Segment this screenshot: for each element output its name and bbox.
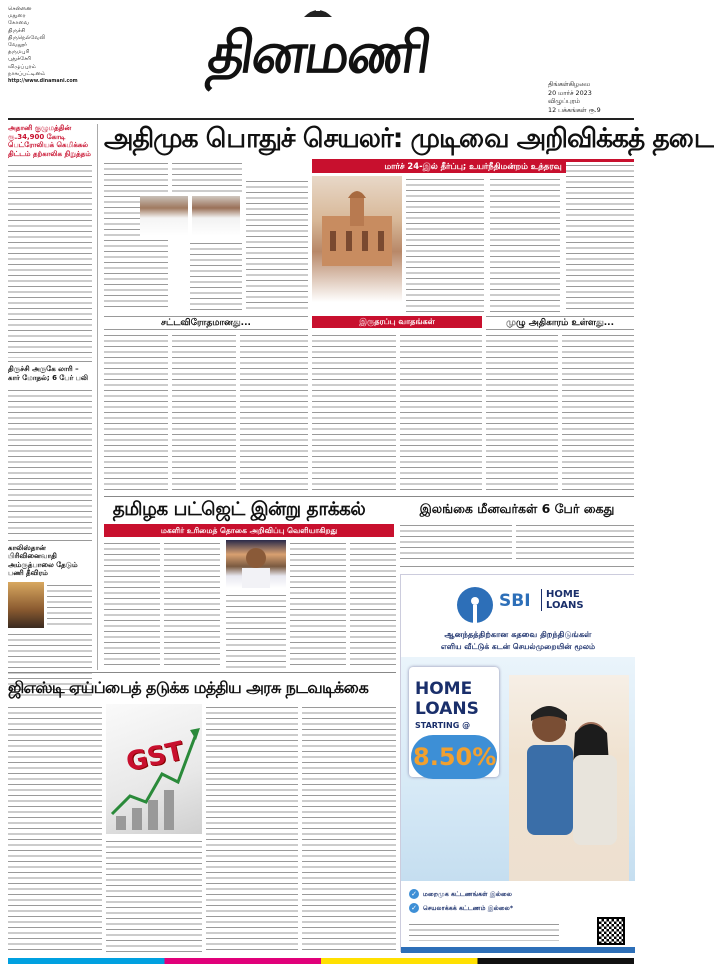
lead-col2b-body	[190, 240, 242, 312]
qr-code-icon[interactable]	[597, 917, 625, 945]
date: 20 மார்ச் 2023	[548, 88, 592, 97]
ad-loans-label: LOANS	[415, 699, 479, 719]
lead-lower-col6	[486, 332, 558, 492]
footer-register-marks	[8, 958, 634, 964]
edition-7: புதுச்சேரி	[8, 56, 32, 63]
lead-section3-head: முழு அதிகாரம் உள்ளது...	[486, 316, 634, 330]
divider	[8, 540, 92, 541]
story1-body	[8, 162, 92, 358]
lead-col2-body	[172, 160, 242, 196]
edition-1: மதுரை	[8, 13, 26, 20]
masthead-rule	[8, 118, 634, 120]
edition-6: தருமபுரி	[8, 49, 30, 56]
minister-silhouette-icon	[226, 540, 286, 588]
pages-price: 12 பக்கங்கள் ரூ.9	[548, 105, 601, 114]
lead-headline: அதிமுக பொதுச் செயலர்: முடிவை அறிவிக்கத் தடை	[104, 123, 714, 154]
ad-tagline-1: ஆனந்தத்திற்கான கதவை திறந்திடுங்கள்	[444, 629, 592, 639]
lead-col4-body	[406, 176, 484, 312]
lead-col5-body	[490, 176, 560, 312]
ad-tagline-2: எளிய வீட்டுக் கடன் செயல்முறையின் மூலம்	[440, 642, 596, 651]
fishermen-headline: இலங்கை மீனவர்கள் 6 பேர் கைது	[419, 501, 615, 516]
date-block	[548, 80, 634, 114]
day-name: திங்கள்கிழமை	[548, 80, 591, 88]
fishermen-col2	[516, 522, 634, 562]
ptr-photo	[226, 540, 286, 588]
left-column	[8, 124, 92, 670]
sbi-brand: SBI	[499, 591, 531, 611]
court-building-icon	[312, 176, 402, 302]
story3-body-top	[47, 582, 92, 628]
edition-list	[8, 6, 78, 85]
lead-section1-head: சட்டவிரோதமானது...	[104, 316, 308, 330]
ad-fine-print	[409, 921, 559, 941]
ad-feature-1-text: மறைமுக கட்டணங்கள் இல்லை	[423, 891, 512, 898]
lead-lower-col7	[562, 332, 634, 492]
story3-headline: காலிஸ்தான் பிரிவினைவாதி அம்ருத்பாலை தேடும் பணி தீவிரம்	[8, 543, 78, 578]
lead-lower-col2	[172, 332, 236, 492]
budget-col2	[164, 540, 220, 668]
edition-3: திருச்சி	[8, 27, 26, 34]
lead-lower-col5	[400, 332, 482, 492]
gst-graphic-text: GST	[123, 736, 187, 778]
ad-feature-2-text: செயலாக்கக் கட்டணம் இல்லை*	[423, 905, 514, 912]
budget-bottom-rule	[8, 672, 396, 673]
edition-9: நாகப்பட்டினம்	[8, 70, 46, 77]
ad-couple-photo	[509, 675, 629, 881]
website[interactable]: http://www.dinamani.com	[8, 79, 78, 85]
budget-col5	[350, 540, 396, 668]
gst-graphic	[106, 704, 202, 834]
couple-illustration-icon	[509, 675, 629, 881]
ad-bottom-band	[401, 947, 635, 953]
lead-lower-col1	[104, 332, 168, 492]
sbi-brand-sub: HOME LOANS	[541, 589, 601, 611]
lead-strap: மார்ச் 24-இல் தீர்ப்பு; உயர்நீதிமன்றம் உத்தரவு	[312, 159, 634, 173]
sbi-ad[interactable]	[400, 574, 634, 952]
gst-col3	[206, 704, 298, 954]
divider	[8, 361, 92, 362]
ad-feature-2	[409, 903, 629, 915]
story2-body	[8, 387, 92, 537]
ops-photo	[192, 196, 240, 236]
check-icon: ✓	[409, 903, 419, 913]
edition-8: விழுப்புரம்	[8, 63, 37, 70]
edition-name: விழுப்புரம்	[548, 97, 581, 105]
gst-headline: ஜிஎஸ்டி ஏய்ப்பைத் தடுக்க மத்திய அரசு நடவடிக்கை	[8, 678, 369, 697]
lead-lower-col3	[240, 332, 308, 492]
lead-section2-head: இருதரப்பு வாதங்கள்	[312, 316, 482, 328]
newspaper-title: தினமணி	[204, 20, 434, 86]
lead-bottom-rule	[104, 496, 634, 497]
ad-starting-label: STARTING @	[415, 721, 471, 730]
check-icon: ✓	[409, 889, 419, 899]
edition-2: கோவை	[8, 20, 30, 27]
fishermen-col1	[400, 522, 512, 562]
amritpal-photo	[8, 582, 44, 628]
gst-col2	[106, 838, 202, 954]
ad-feature-1	[409, 889, 629, 901]
budget-headline: தமிழக பட்ஜெட் இன்று தாக்கல்	[112, 499, 366, 520]
lead-col6-body	[566, 162, 634, 312]
lead-col3-body	[246, 178, 308, 312]
story1-headline: அதானி குழுமத்தின் ரூ.34,900 கோடி பெட்ரோலியக் கெமிக்கல் திட்டம் தற்காலிக நிறுத்தம்	[8, 124, 91, 158]
story2-headline: திருச்சி அருகே லாரி – கார் மோதல்; 6 பேர் பலி	[8, 365, 89, 382]
eps-photo	[140, 196, 188, 236]
sbi-logo-icon	[457, 587, 493, 623]
budget-col1	[104, 540, 160, 668]
budget-strap: மகளிர் உரிமைத் தொகை அறிவிப்பு வெளியாகிறது	[104, 524, 394, 537]
budget-col4	[290, 540, 346, 668]
lead-lower-col4	[312, 332, 396, 492]
gst-col4	[302, 704, 396, 954]
edition-0: சென்னை	[8, 6, 32, 12]
high-court-photo	[312, 176, 402, 302]
edition-4: திருநெல்வேலி	[8, 34, 46, 41]
ad-home-label: HOME	[415, 679, 473, 699]
column-rule-left	[97, 124, 98, 670]
gst-col1	[8, 704, 102, 954]
edition-5: வேலூர்	[8, 42, 28, 49]
fishermen-bottom-rule	[400, 566, 634, 567]
ad-rate: 8.50%	[413, 743, 497, 771]
budget-col3	[226, 592, 286, 668]
